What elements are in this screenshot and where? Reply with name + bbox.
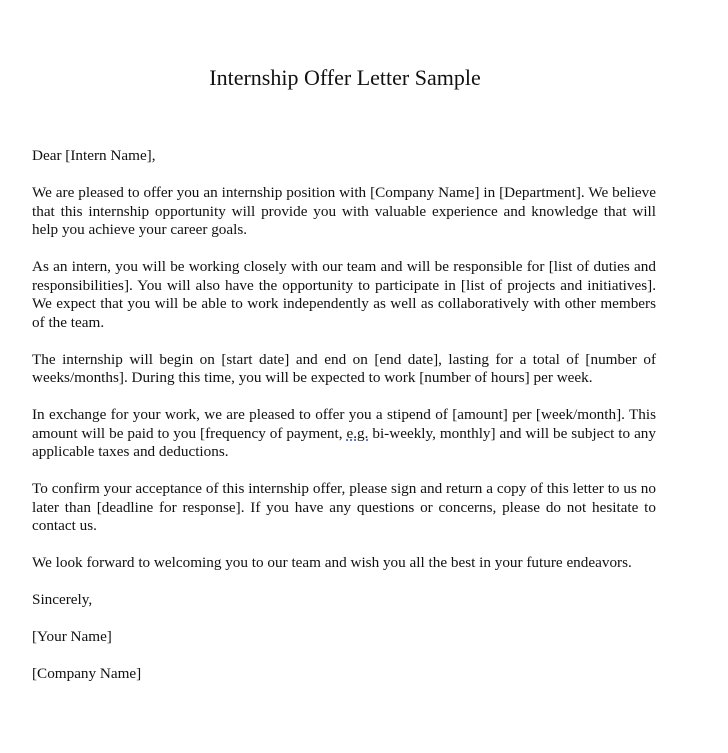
stipend-text-start: In exchange for your work, we are pleased to offer you a stipend of [amount] per [week/month]. This amount will be paid to you [frequency of payment, [32, 406, 656, 442]
letter-body [32, 147, 656, 702]
paragraph-acceptance: To confirm your acceptance of this internship offer, please sign and return a copy of this letter to us no later than [deadline for response]. If you have any questions or concerns, please do not hesitate to contact us. [32, 480, 656, 534]
closing: Sincerely, [32, 591, 93, 608]
paragraph-welcome: We look forward to welcoming you to our team and wish you all the best in your future endeavors. [32, 554, 632, 571]
greeting: Dear [Intern Name], [32, 147, 156, 164]
paragraph-responsibilities: As an intern, you will be working closely with our team and will be responsible for [list of duties and responsibilities]. You will also have the opportunity to participate in [list of projects and initiatives]. We expect that you will be able to work independently as well as collaboratively with other members of the team. [32, 258, 656, 331]
stipend-text-end: bi-weekly, monthly] and will be subject to any applicable taxes and deductions. [32, 424, 656, 460]
signature-name: [Your Name] [32, 628, 112, 645]
paragraph-duration: The internship will begin on [start date] and end on [end date], lasting for a total of [number of weeks/months]. During this time, you will be expected to work [number of hours] per week. [32, 350, 656, 386]
page-title: Internship Offer Letter Sample [209, 65, 481, 90]
signature-company: [Company Name] [32, 665, 142, 682]
paragraph-stipend [32, 406, 656, 462]
abbreviation-eg: e.g. [346, 424, 369, 442]
paragraph-offer: We are pleased to offer you an internship position with [Company Name] in [Department]. We believe that this internship opportunity will provide you with valuable experience and knowledge that will help you achieve your career goals. [32, 184, 656, 238]
